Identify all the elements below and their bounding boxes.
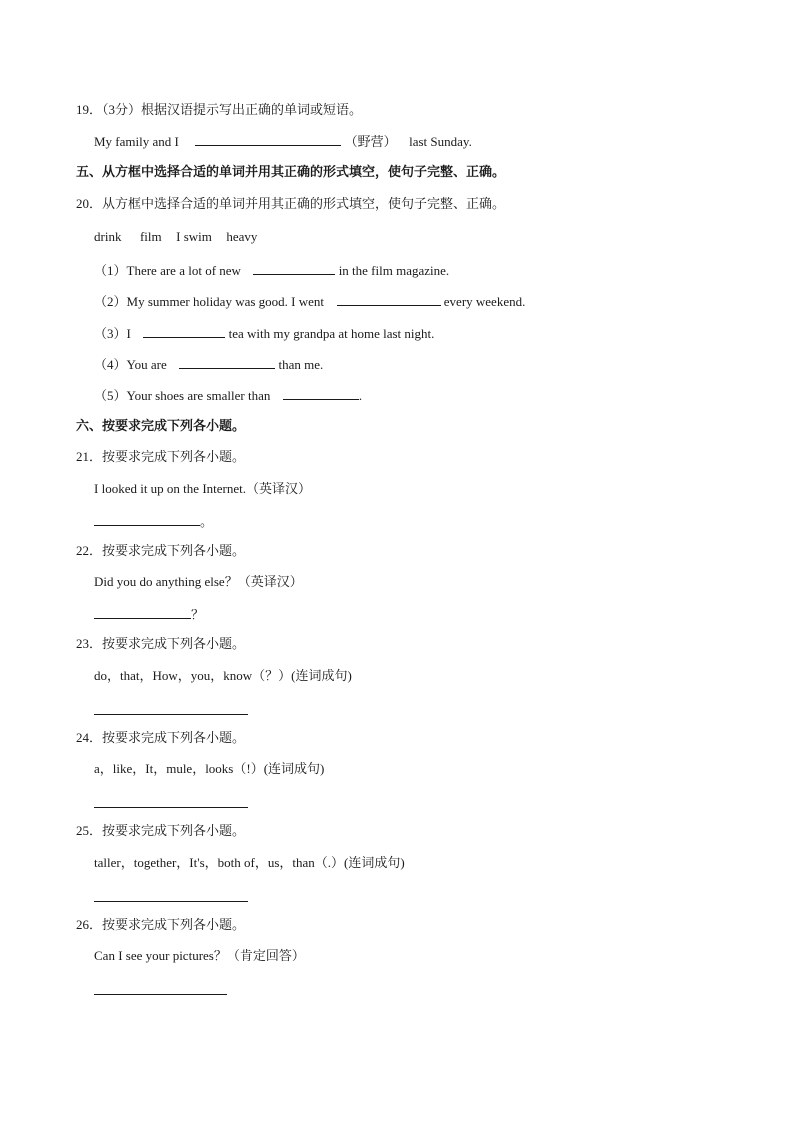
question-number: 26． [76, 917, 103, 932]
question-21-answer [94, 512, 213, 531]
question-25-header [76, 822, 245, 840]
question-20-item-1 [94, 261, 449, 280]
question-instruction: 根据汉语提示写出正确的单词或短语。 [141, 102, 363, 117]
question-instruction: 从方框中选择合适的单词并用其正确的形式填空，使句子完整、正确。 [102, 196, 506, 211]
answer-blank[interactable] [283, 386, 359, 400]
section-6-title: 六、按要求完成下列各小题。 [76, 418, 246, 433]
word-box-item: film [139, 229, 162, 244]
item-number: （2） [94, 294, 127, 309]
word-box-item: heavy [226, 229, 258, 244]
question-number: 22． [76, 543, 103, 558]
answer-line[interactable] [94, 806, 248, 808]
question-20-item-3 [94, 324, 434, 343]
sentence-end: 。 [200, 514, 214, 529]
question-20-item-5 [94, 386, 362, 405]
sentence-text: There are a lot of new [126, 263, 241, 278]
question-22-answer [94, 605, 204, 624]
question-number: 19． [76, 102, 103, 117]
answer-blank[interactable] [143, 324, 225, 338]
answer-blank[interactable] [337, 292, 441, 306]
sentence-text: I [126, 326, 131, 341]
sentence-text: in the film magazine. [338, 263, 450, 278]
section-5-title: 五、从方框中选择合适的单词并用其正确的形式填空，使句子完整、正确。 [76, 164, 506, 179]
question-instruction: 按要求完成下列各小题。 [102, 636, 246, 651]
answer-line[interactable] [94, 900, 248, 902]
sentence-text: last Sunday. [409, 134, 472, 149]
word-box-item: I swim [176, 229, 212, 244]
question-number: 25． [76, 823, 103, 838]
answer-line[interactable] [94, 713, 248, 715]
question-26-prompt: Can I see your pictures？（肯定回答） [94, 948, 305, 963]
question-23-header [76, 635, 245, 653]
sentence-text: tea with my grandpa at home last night. [228, 326, 435, 341]
question-22-header [76, 542, 245, 560]
hint-text: （野营） [344, 134, 397, 149]
question-instruction: 按要求完成下列各小题。 [102, 823, 246, 838]
sentence-text: You are [126, 357, 167, 372]
question-19-sentence [94, 132, 472, 151]
question-number: 23． [76, 636, 103, 651]
item-number: （5） [94, 388, 127, 403]
question-points: （3分） [102, 102, 142, 117]
question-20-item-2 [94, 292, 525, 311]
question-24-prompt: a，like，It，mule，looks（!）(连词成句) [94, 761, 325, 776]
question-instruction: 按要求完成下列各小题。 [102, 730, 246, 745]
question-25-prompt: taller，together，It's，both of，us，than（.）(连词成句) [94, 855, 405, 870]
question-22-prompt: Did you do anything else？（英译汉） [94, 574, 303, 589]
word-box [94, 228, 257, 246]
question-instruction: 按要求完成下列各小题。 [102, 449, 246, 464]
answer-line[interactable] [94, 993, 227, 995]
sentence-text: Your shoes are smaller than [126, 388, 271, 403]
question-21-prompt: I looked it up on the Internet.（英译汉） [94, 481, 311, 496]
sentence-text: My family and I [94, 134, 179, 149]
question-23-prompt: do，that，How，you，know（？）(连词成句) [94, 668, 352, 683]
question-number: 20． [76, 196, 103, 211]
answer-blank[interactable] [179, 355, 275, 369]
answer-blank[interactable] [94, 605, 191, 619]
item-number: （1） [94, 263, 127, 278]
question-24-header [76, 729, 245, 747]
question-instruction: 按要求完成下列各小题。 [102, 917, 246, 932]
answer-blank[interactable] [195, 132, 341, 146]
answer-blank[interactable] [94, 512, 200, 526]
question-number: 24． [76, 730, 103, 745]
question-instruction: 按要求完成下列各小题。 [102, 543, 246, 558]
item-number: （3） [94, 326, 127, 341]
question-20-header [76, 195, 505, 213]
word-box-item: drink [94, 229, 122, 244]
sentence-text: My summer holiday was good. I went [126, 294, 325, 309]
question-number: 21． [76, 449, 103, 464]
question-19-header [76, 101, 362, 119]
question-26-header [76, 916, 245, 934]
sentence-text: . [358, 388, 363, 403]
question-21-header [76, 448, 245, 466]
question-20-item-4 [94, 355, 323, 374]
answer-blank[interactable] [253, 261, 335, 275]
sentence-text: every weekend. [443, 294, 526, 309]
sentence-text: than me. [278, 357, 324, 372]
item-number: （4） [94, 357, 127, 372]
sentence-end: ？ [191, 607, 205, 622]
